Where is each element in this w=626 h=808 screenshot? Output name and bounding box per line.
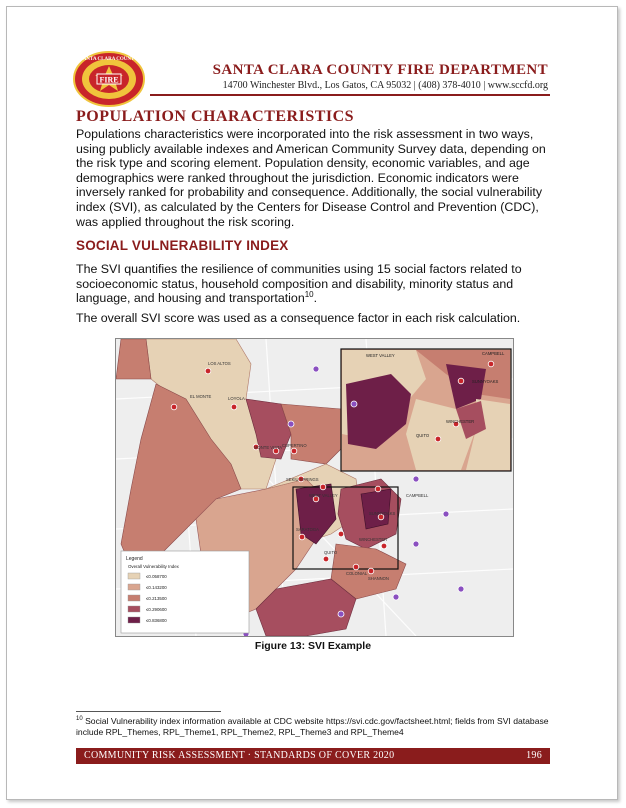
footnote [76,716,556,738]
svi-paragraph-text: The SVI quantifies the resilience of communities using 15 social factors related to socioeconomic status, household composition and disability, minority status and language, and housing and transportation [76,262,522,306]
inset-label: CAMPBELL [482,351,505,356]
inset-label: QUITO [416,433,430,438]
section-paragraph: Populations characteristics were incorporated into the risk assessment in two ways, using publicly available indexes and American Community Survey data, depending on the risk type and scoring element. Population density, economic variables, and age demographics were ranked throughout the jurisdiction. Economic indicators were inversely ranked for probability and consequence. Additionally, the social vulnerability index (SVI), as calculated by the Centers for Disease Control and Prevention (CDC), was applied throughout the risk scoring. [76,127,546,229]
footnote-text: Social Vulnerability index information available at CDC website https://svi.cdc.gov/factsheet.html; fields from SVI database include RPL_Themes, RPL_Theme1, RPL_Theme2, RPL_Theme3 and RPL_Theme4 [76,716,549,737]
page-footer [76,748,550,764]
map-label: WEST VALLEY [309,493,338,498]
section-title: POPULATION CHARACTERISTICS [76,108,355,125]
inset-label: WINCHESTER [446,419,475,424]
legend-title: Legend [126,556,143,562]
map-label: LOS ALTOS [208,361,231,366]
svi-paragraph [76,262,551,306]
inset-label: WEST VALLEY [366,353,395,358]
figure-caption: Figure 13: SVI Example [254,640,372,652]
legend-item-label: ≤0.058700 [146,574,167,579]
logo-center-text: FIRE [99,75,119,85]
footnote-divider [76,711,221,712]
map-inset [341,349,511,471]
legend-swatch [128,573,140,579]
map-label: LOYOLA [228,396,245,401]
footnote-reference[interactable]: 10 [304,290,314,300]
map-label: QUITO [324,550,338,555]
map-label: COLONIAL [346,571,368,576]
legend-item-label: ≤0.290600 [146,607,167,612]
map-label: EL MONTE [190,394,212,399]
legend-subtitle: Overall Vulnerability Index [128,564,179,569]
svi-consequence-paragraph: The overall SVI score was used as a consequence factor in each risk calculation. [76,311,521,325]
map-label: SARATOGA [296,527,319,532]
map-legend [121,551,249,633]
legend-swatch [128,606,140,612]
legend-swatch [128,617,140,623]
map-label: CUPERTINO [282,443,307,448]
subsection-title: SOCIAL VULNERABILITY INDEX [76,238,289,253]
fire-department-logo [72,50,146,108]
map-label: WINCHESTER [359,537,388,542]
legend-swatch [128,595,140,601]
svi-paragraph-end: . [313,291,318,306]
logo-top-text: SANTA CLARA COUNTY [80,57,138,62]
map-label: SEKIU SPRINGS [286,477,319,482]
map-label: CAMPBELL [406,493,429,498]
inset-label: SUNNYOAKS [472,379,499,384]
svi-map [115,338,514,637]
footnote-number: 10 [76,716,83,723]
organization-name: SANTA CLARA COUNTY FIRE DEPARTMENT [212,62,548,78]
legend-item-label: ≤0.143200 [146,585,167,590]
svi-map-graphic [116,339,513,636]
legend-item-label: ≤0.213500 [146,596,167,601]
footer-title: COMMUNITY RISK ASSESSMENT · STANDARDS OF COVER 2020 [84,750,395,761]
organization-address: 14700 Winchester Blvd., Los Gatos, CA 95032 | (408) 378-4010 | www.sccfd.org [222,80,548,91]
page-number: 196 [526,750,542,761]
map-label: MONTE VISTA [254,445,283,450]
map-label: SHANNON [368,576,389,581]
header-divider [150,94,550,96]
legend-swatch [128,584,140,590]
legend-item-label: ≤0.836800 [146,618,167,623]
map-label: SUNNYOAKS [369,511,396,516]
